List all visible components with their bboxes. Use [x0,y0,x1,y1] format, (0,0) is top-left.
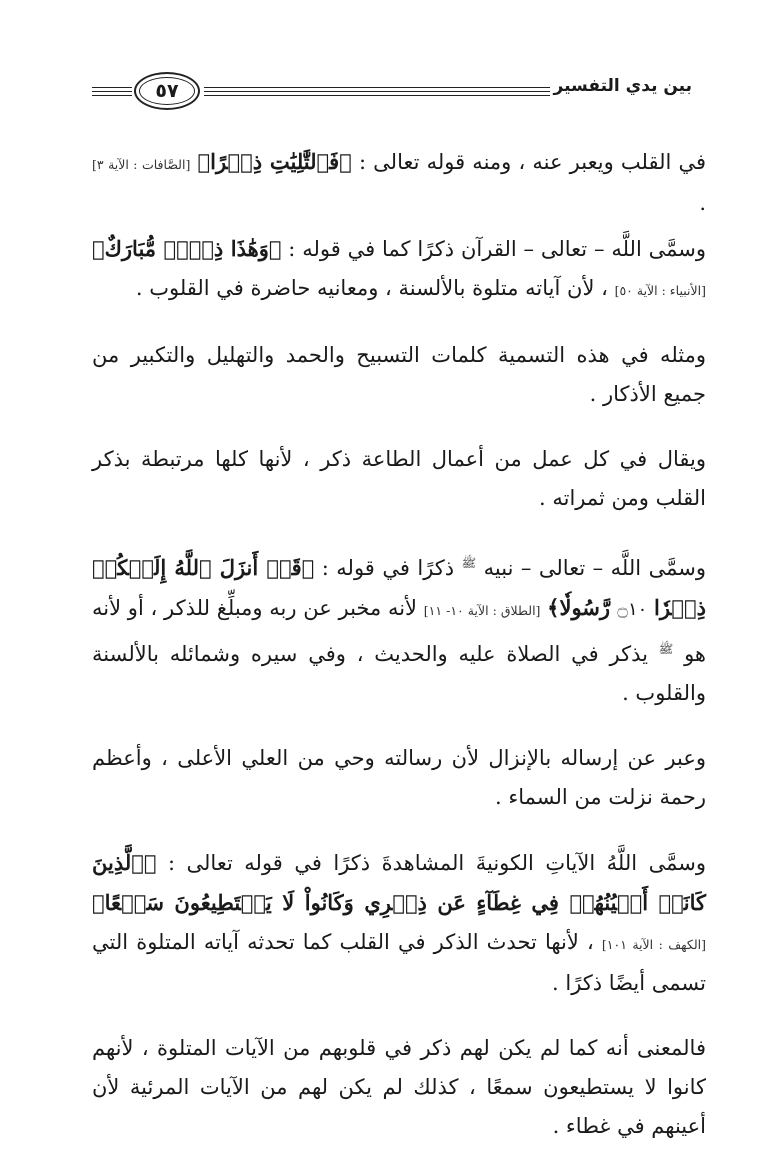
quran-verse: رَّسُولٗا﴾ [547,595,618,620]
paragraph-5 [92,544,706,713]
paragraph-text: . [699,191,706,215]
running-title: بين يدي التفسير [553,76,692,96]
paragraph-text: ، لأنها تحدث الذكر في القلب كما تحدثه آياته المتلوة التي تسمى أيضًا ذكرًا . [92,930,706,995]
paragraph-4 [92,440,706,518]
paragraph-1 [92,142,706,223]
paragraph-text: يذكر في الصلاة عليه والحديث ، وفي سيره وشمائله بالألسنة والقلوب . [92,642,706,705]
header-rule [92,95,132,96]
paragraph-text: وسمَّى اللَّه – تعالى – نبيه [476,556,706,580]
paragraph-text: ومثله في هذه التسمية كلمات التسبيح والحمد والتهليل والتكبير من جميع الأذكار . [92,343,706,406]
verse-reference: [الصَّافات : الآية ٣] [92,157,191,172]
paragraph-text: فالمعنى أنه كما لم يكن لهم ذكر في قلوبهم من الآيات المتلوة ، لأنهم كانوا لا يستطيعون سمعًا ، كذلك لم يكن لهم من الآيات المرئية لأن أعينهم في غطاء . [92,1036,706,1138]
page-header [92,70,692,114]
paragraph-text: وسمَّى اللَّه – تعالى – القرآن ذكرًا كما في قوله : [281,237,706,261]
paragraph-text: وعبر عن إرساله بالإنزال لأن رسالته وحي من العلي الأعلى ، وأعظم رحمة نزلت من السماء . [92,746,706,809]
paragraph-text: ويقال في كل عمل من أعمال الطاعة ذكر ، لأنها كلها مرتبطة بذكر القلب ومن ثمراته . [92,447,706,510]
ayah-number-ornament: ۝١٠ [617,599,648,620]
paragraph-text: ذكرًا في قوله : [314,556,462,580]
paragraph-text: في القلب ويعبر عنه ، ومنه قوله تعالى : [351,150,707,174]
quran-verse: ﴿وَهَٰذَا ذِكۡرٞ مُّبَارَكٌ﴾ [92,236,282,261]
page-number: ٥٧ [155,80,179,102]
paragraph-text: لأنه مخبر عن ربه ومبلِّغ للذكر ، أو لأنه هو [92,596,706,666]
header-rule [204,91,550,92]
honorific-glyph: ﷺ [658,642,674,656]
header-rule [92,87,132,88]
paragraph-3 [92,336,706,414]
header-rule [204,87,550,88]
quran-verse: ﴿قَدۡ أَنزَلَ ٱللَّهُ إِلَيۡكُمۡ ذِكۡرٗا [92,555,706,620]
paragraph-text: ، لأن آياته متلوة بالألسنة ، ومعانيه حاضرة في القلوب . [135,276,615,300]
verse-reference: [الكهف : الآية ١٠١] [601,937,706,952]
verse-reference: [الأنبياء : الآية ٥٠] [614,283,706,298]
quran-verse: ﴿ٱلَّذِينَ كَانَتۡ أَعۡيُنُهُمۡ فِي غِطَآءٍ عَن ذِكۡرِي وَكَانُواْ لَا يَسۡتَطِيعُونَ سَمۡعًا﴾ [92,850,706,915]
quran-verse: ﴿فَٱلتَّٰلِيَٰتِ ذِكۡرًا﴾ [197,149,352,174]
page-number-badge [134,72,200,110]
paragraph-text: وسمَّى اللَّهُ الآياتِ الكونيةَ المشاهدةَ ذكرًا في قوله تعالى : [156,851,706,875]
paragraph-2 [92,229,706,310]
paragraph-8 [92,1029,706,1146]
honorific-glyph: ﷺ [461,556,477,570]
header-rule [204,95,550,96]
paragraph-6 [92,739,706,817]
verse-reference: [الطلاق : الآية ١٠- ١١] [423,603,541,618]
header-rule [92,91,132,92]
paragraph-7 [92,843,706,1003]
text-body [92,142,706,1172]
